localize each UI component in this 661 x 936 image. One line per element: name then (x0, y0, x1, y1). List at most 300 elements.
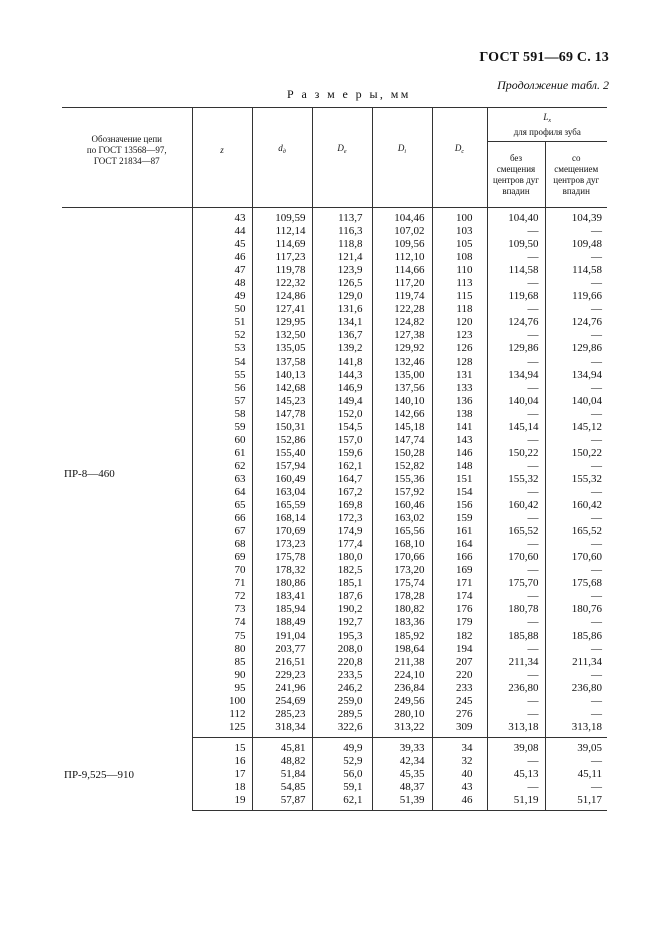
de-header (312, 108, 372, 208)
de-cell: 322,6 (312, 721, 372, 738)
z-cell: 51 (192, 316, 252, 329)
dd-cell: 170,69 (252, 525, 312, 538)
l-offset-cell: 150,22 (545, 447, 607, 460)
l-offset-cell: — (545, 251, 607, 264)
dd-cell: 254,69 (252, 695, 312, 708)
l-no-offset-cell: 39,08 (487, 737, 545, 755)
dc-cell: 118 (432, 303, 487, 316)
dd-cell: 147,78 (252, 408, 312, 421)
di-cell: 124,82 (372, 316, 432, 329)
l-no-offset-cell: 185,88 (487, 630, 545, 643)
l-offset-cell: — (545, 382, 607, 395)
dd-cell: 132,50 (252, 329, 312, 342)
table-continuation-note: Продолжение табл. 2 (497, 78, 609, 92)
dc-cell: 110 (432, 264, 487, 277)
l-no-offset-cell: 124,76 (487, 316, 545, 329)
table-row (62, 737, 607, 755)
l-offset-cell: — (545, 512, 607, 525)
di-cell: 249,56 (372, 695, 432, 708)
dc-cell: 141 (432, 421, 487, 434)
dc-cell: 136 (432, 395, 487, 408)
l-no-offset-cell: — (487, 460, 545, 473)
l-no-offset-cell: — (487, 486, 545, 499)
z-cell: 44 (192, 225, 252, 238)
l-header-subscript: x (548, 117, 552, 124)
z-cell: 125 (192, 721, 252, 738)
l-offset-cell: — (545, 695, 607, 708)
di-cell: 150,28 (372, 447, 432, 460)
dd-cell: 129,95 (252, 316, 312, 329)
dc-cell: 161 (432, 525, 487, 538)
di-cell: 185,92 (372, 630, 432, 643)
dd-cell: 229,23 (252, 669, 312, 682)
l-no-offset-cell: — (487, 708, 545, 721)
z-cell: 71 (192, 577, 252, 590)
di-cell: 313,22 (372, 721, 432, 738)
dd-cell: 241,96 (252, 682, 312, 695)
dc-cell: 100 (432, 208, 487, 226)
di-cell: 112,10 (372, 251, 432, 264)
de-cell: 144,3 (312, 369, 372, 382)
dc-cell: 126 (432, 342, 487, 355)
page-header: ГОСТ 591—69 С. 13 (479, 50, 609, 65)
z-cell: 61 (192, 447, 252, 460)
dd-cell: 180,86 (252, 577, 312, 590)
de-header-subscript: e (343, 149, 347, 155)
table-caption: Р а з м е р ы, мм (287, 87, 411, 101)
dd-cell: 216,51 (252, 656, 312, 669)
de-cell: 177,4 (312, 538, 372, 551)
di-cell: 132,46 (372, 356, 432, 369)
l-offset-cell: 39,05 (545, 737, 607, 755)
dc-cell: 207 (432, 656, 487, 669)
de-cell: 118,8 (312, 238, 372, 251)
dc-cell: 128 (432, 356, 487, 369)
de-cell: 185,1 (312, 577, 372, 590)
l-offset-cell: — (545, 277, 607, 290)
di-cell: 104,46 (372, 208, 432, 226)
table-row (62, 208, 607, 226)
z-cell: 75 (192, 630, 252, 643)
l-offset-cell: 170,60 (545, 551, 607, 564)
dd-cell: 165,59 (252, 499, 312, 512)
dd-cell: 150,31 (252, 421, 312, 434)
l-offset-cell: 109,48 (545, 238, 607, 251)
de-cell: 62,1 (312, 794, 372, 811)
di-cell: 48,37 (372, 781, 432, 794)
l-offset-line: смещением (554, 163, 599, 174)
dc-cell: 233 (432, 682, 487, 695)
de-cell: 59,1 (312, 781, 372, 794)
de-cell: 129,0 (312, 290, 372, 303)
z-cell: 54 (192, 356, 252, 369)
l-no-offset-cell: 313,18 (487, 721, 545, 738)
de-cell: 121,4 (312, 251, 372, 264)
z-cell: 48 (192, 277, 252, 290)
z-cell: 50 (192, 303, 252, 316)
de-cell: 126,5 (312, 277, 372, 290)
z-header-label: z (220, 145, 224, 155)
z-cell: 74 (192, 616, 252, 629)
dc-cell: 148 (432, 460, 487, 473)
table-body (62, 208, 607, 811)
l-offset-cell: 165,52 (545, 525, 607, 538)
l-no-offset-cell: — (487, 616, 545, 629)
di-cell: 211,38 (372, 656, 432, 669)
z-cell: 68 (192, 538, 252, 551)
z-cell: 69 (192, 551, 252, 564)
dd-cell: 51,84 (252, 768, 312, 781)
dd-header-subscript: д (282, 149, 286, 155)
z-cell: 15 (192, 737, 252, 755)
dc-cell: 34 (432, 737, 487, 755)
l-offset-line: центров дуг (553, 174, 600, 185)
dd-cell: 285,23 (252, 708, 312, 721)
dd-cell: 152,86 (252, 434, 312, 447)
de-cell: 152,0 (312, 408, 372, 421)
de-cell: 52,9 (312, 755, 372, 768)
di-cell: 180,82 (372, 603, 432, 616)
l-no-offset-cell: 51,19 (487, 794, 545, 811)
z-cell: 66 (192, 512, 252, 525)
di-cell: 155,36 (372, 473, 432, 486)
dc-header (432, 108, 487, 208)
l-no-offset-line: без (509, 152, 523, 163)
l-no-offset-cell: — (487, 564, 545, 577)
l-no-offset-cell: — (487, 669, 545, 682)
dc-cell: 164 (432, 538, 487, 551)
l-no-offset-cell: 236,80 (487, 682, 545, 695)
l-no-offset-line: смещения (496, 163, 536, 174)
dd-cell: 122,32 (252, 277, 312, 290)
dd-cell: 155,40 (252, 447, 312, 460)
l-header (487, 108, 607, 142)
designation-header (62, 108, 192, 208)
z-cell: 56 (192, 382, 252, 395)
dd-cell: 163,04 (252, 486, 312, 499)
l-no-offset-cell: 45,13 (487, 768, 545, 781)
l-no-offset-cell: — (487, 755, 545, 768)
dd-header-symbol: d (278, 143, 283, 153)
dc-header-symbol: D (454, 143, 462, 153)
de-cell: 220,8 (312, 656, 372, 669)
chain-designation: ПР-9,525—910 (62, 737, 192, 810)
l-no-offset-cell: — (487, 329, 545, 342)
l-no-offset-line: центров дуг (493, 174, 539, 185)
l-no-offset-cell: — (487, 781, 545, 794)
l-offset-cell: 114,58 (545, 264, 607, 277)
dd-cell: 173,23 (252, 538, 312, 551)
dc-cell: 245 (432, 695, 487, 708)
l-offset-cell: — (545, 486, 607, 499)
z-cell: 55 (192, 369, 252, 382)
de-cell: 123,9 (312, 264, 372, 277)
z-cell: 95 (192, 682, 252, 695)
de-cell: 233,5 (312, 669, 372, 682)
dd-cell: 137,58 (252, 356, 312, 369)
l-no-offset-cell: — (487, 643, 545, 656)
z-cell: 80 (192, 643, 252, 656)
l-no-offset-cell: 180,78 (487, 603, 545, 616)
l-offset-cell: — (545, 669, 607, 682)
di-cell: 135,00 (372, 369, 432, 382)
l-no-offset-cell: 104,40 (487, 208, 545, 226)
dc-cell: 46 (432, 794, 487, 811)
de-cell: 116,3 (312, 225, 372, 238)
l-no-offset-cell: 114,58 (487, 264, 545, 277)
chain-dimensions-table (62, 107, 607, 811)
dc-cell: 276 (432, 708, 487, 721)
de-cell: 136,7 (312, 329, 372, 342)
l-offset-cell: — (545, 616, 607, 629)
dc-cell: 182 (432, 630, 487, 643)
l-no-offset-cell: — (487, 538, 545, 551)
dc-cell: 179 (432, 616, 487, 629)
de-cell: 141,8 (312, 356, 372, 369)
dc-cell: 123 (432, 329, 487, 342)
de-cell: 56,0 (312, 768, 372, 781)
dc-cell: 166 (432, 551, 487, 564)
z-cell: 53 (192, 342, 252, 355)
z-cell: 60 (192, 434, 252, 447)
z-cell: 46 (192, 251, 252, 264)
de-cell: 134,1 (312, 316, 372, 329)
di-cell: 137,56 (372, 382, 432, 395)
l-no-offset-cell: — (487, 225, 545, 238)
de-cell: 192,7 (312, 616, 372, 629)
de-cell: 164,7 (312, 473, 372, 486)
l-offset-header (545, 142, 607, 208)
z-cell: 63 (192, 473, 252, 486)
de-header-symbol: D (337, 143, 344, 153)
de-cell: 174,9 (312, 525, 372, 538)
l-no-offset-cell: — (487, 512, 545, 525)
di-cell: 152,82 (372, 460, 432, 473)
l-offset-cell: — (545, 643, 607, 656)
dd-cell: 57,87 (252, 794, 312, 811)
l-no-offset-cell: 160,42 (487, 499, 545, 512)
l-offset-cell: 160,42 (545, 499, 607, 512)
di-cell: 236,84 (372, 682, 432, 695)
dc-cell: 115 (432, 290, 487, 303)
l-offset-cell: — (545, 538, 607, 551)
dc-cell: 103 (432, 225, 487, 238)
l-no-offset-cell: 165,52 (487, 525, 545, 538)
de-cell: 154,5 (312, 421, 372, 434)
dd-cell: 188,49 (252, 616, 312, 629)
de-cell: 195,3 (312, 630, 372, 643)
l-no-offset-cell: 109,50 (487, 238, 545, 251)
di-cell: 39,33 (372, 737, 432, 755)
dd-cell: 191,04 (252, 630, 312, 643)
l-offset-cell: 155,32 (545, 473, 607, 486)
l-offset-cell: 180,76 (545, 603, 607, 616)
dc-cell: 40 (432, 768, 487, 781)
dd-cell: 124,86 (252, 290, 312, 303)
l-offset-cell: — (545, 590, 607, 603)
dd-cell: 127,41 (252, 303, 312, 316)
dd-cell: 135,05 (252, 342, 312, 355)
l-no-offset-header (487, 142, 545, 208)
l-no-offset-cell: — (487, 590, 545, 603)
de-cell: 113,7 (312, 208, 372, 226)
di-cell: 183,36 (372, 616, 432, 629)
z-cell: 59 (192, 421, 252, 434)
l-offset-cell: — (545, 225, 607, 238)
de-cell: 146,9 (312, 382, 372, 395)
l-offset-cell: — (545, 356, 607, 369)
dc-cell: 176 (432, 603, 487, 616)
dc-cell: 138 (432, 408, 487, 421)
dd-cell: 140,13 (252, 369, 312, 382)
dd-cell: 157,94 (252, 460, 312, 473)
l-offset-cell: — (545, 781, 607, 794)
dd-cell: 45,81 (252, 737, 312, 755)
l-offset-line: со (572, 152, 581, 163)
z-cell: 52 (192, 329, 252, 342)
l-no-offset-cell: — (487, 382, 545, 395)
z-cell: 18 (192, 781, 252, 794)
l-offset-cell: 119,66 (545, 290, 607, 303)
l-offset-cell: — (545, 329, 607, 342)
l-no-offset-cell: 140,04 (487, 395, 545, 408)
dc-cell: 309 (432, 721, 487, 738)
l-no-offset-cell: 129,86 (487, 342, 545, 355)
dc-cell: 171 (432, 577, 487, 590)
l-offset-cell: — (545, 434, 607, 447)
l-no-offset-cell: 211,34 (487, 656, 545, 669)
l-no-offset-cell: — (487, 434, 545, 447)
l-no-offset-cell: — (487, 251, 545, 264)
di-cell: 163,02 (372, 512, 432, 525)
de-cell: 162,1 (312, 460, 372, 473)
dd-header (252, 108, 312, 208)
l-offset-cell: 175,68 (545, 577, 607, 590)
di-cell: 170,66 (372, 551, 432, 564)
di-cell: 140,10 (372, 395, 432, 408)
de-cell: 157,0 (312, 434, 372, 447)
l-offset-cell: 134,94 (545, 369, 607, 382)
di-cell: 114,66 (372, 264, 432, 277)
z-cell: 67 (192, 525, 252, 538)
dd-cell: 168,14 (252, 512, 312, 525)
dd-cell: 183,41 (252, 590, 312, 603)
l-header-symbol: L (543, 111, 549, 122)
di-cell: 173,20 (372, 564, 432, 577)
l-no-offset-cell: — (487, 408, 545, 421)
z-header (192, 108, 252, 208)
de-cell: 289,5 (312, 708, 372, 721)
z-cell: 58 (192, 408, 252, 421)
di-cell: 129,92 (372, 342, 432, 355)
dd-cell: 54,85 (252, 781, 312, 794)
z-cell: 65 (192, 499, 252, 512)
dc-cell: 108 (432, 251, 487, 264)
l-no-offset-cell: — (487, 303, 545, 316)
z-cell: 64 (192, 486, 252, 499)
l-header-description: для профиля зуба (513, 126, 581, 137)
l-no-offset-cell: 150,22 (487, 447, 545, 460)
de-cell: 180,0 (312, 551, 372, 564)
dc-cell: 151 (432, 473, 487, 486)
dd-cell: 109,59 (252, 208, 312, 226)
dc-cell: 169 (432, 564, 487, 577)
dc-cell: 32 (432, 755, 487, 768)
di-cell: 175,74 (372, 577, 432, 590)
l-offset-cell: — (545, 755, 607, 768)
l-offset-cell: 129,86 (545, 342, 607, 355)
l-offset-cell: 104,39 (545, 208, 607, 226)
l-offset-cell: 140,04 (545, 395, 607, 408)
dc-cell: 131 (432, 369, 487, 382)
z-cell: 72 (192, 590, 252, 603)
l-no-offset-cell: 145,14 (487, 421, 545, 434)
de-cell: 167,2 (312, 486, 372, 499)
l-offset-cell: 313,18 (545, 721, 607, 738)
dd-cell: 203,77 (252, 643, 312, 656)
di-cell: 145,18 (372, 421, 432, 434)
dd-cell: 145,23 (252, 395, 312, 408)
dd-cell: 160,49 (252, 473, 312, 486)
di-cell: 198,64 (372, 643, 432, 656)
dd-cell: 142,68 (252, 382, 312, 395)
z-cell: 100 (192, 695, 252, 708)
dc-cell: 156 (432, 499, 487, 512)
de-cell: 172,3 (312, 512, 372, 525)
di-cell: 117,20 (372, 277, 432, 290)
designation-header-line: по ГОСТ 13568—97, (86, 145, 167, 155)
de-cell: 149,4 (312, 395, 372, 408)
dc-cell: 146 (432, 447, 487, 460)
z-cell: 43 (192, 208, 252, 226)
l-offset-cell: 145,12 (545, 421, 607, 434)
l-offset-cell: 51,17 (545, 794, 607, 811)
l-offset-cell: — (545, 460, 607, 473)
di-cell: 127,38 (372, 329, 432, 342)
de-cell: 187,6 (312, 590, 372, 603)
l-offset-cell: — (545, 408, 607, 421)
di-cell: 51,39 (372, 794, 432, 811)
designation-header-line: Обозначение цепи (91, 134, 162, 144)
dd-cell: 178,32 (252, 564, 312, 577)
dd-cell: 48,82 (252, 755, 312, 768)
z-cell: 90 (192, 669, 252, 682)
l-offset-cell: 124,76 (545, 316, 607, 329)
z-cell: 17 (192, 768, 252, 781)
di-header-symbol: D (397, 143, 405, 153)
l-offset-line: впадин (562, 185, 590, 196)
di-cell: 119,74 (372, 290, 432, 303)
l-no-offset-cell: 155,32 (487, 473, 545, 486)
de-cell: 139,2 (312, 342, 372, 355)
z-cell: 62 (192, 460, 252, 473)
dc-cell: 105 (432, 238, 487, 251)
l-no-offset-cell: — (487, 277, 545, 290)
dd-cell: 318,34 (252, 721, 312, 738)
dc-cell: 220 (432, 669, 487, 682)
l-offset-cell: 211,34 (545, 656, 607, 669)
di-cell: 157,92 (372, 486, 432, 499)
l-offset-cell: 45,11 (545, 768, 607, 781)
de-cell: 169,8 (312, 499, 372, 512)
l-no-offset-cell: — (487, 356, 545, 369)
di-cell: 160,46 (372, 499, 432, 512)
de-cell: 246,2 (312, 682, 372, 695)
de-cell: 49,9 (312, 737, 372, 755)
de-cell: 259,0 (312, 695, 372, 708)
l-offset-cell: — (545, 564, 607, 577)
di-cell: 142,66 (372, 408, 432, 421)
